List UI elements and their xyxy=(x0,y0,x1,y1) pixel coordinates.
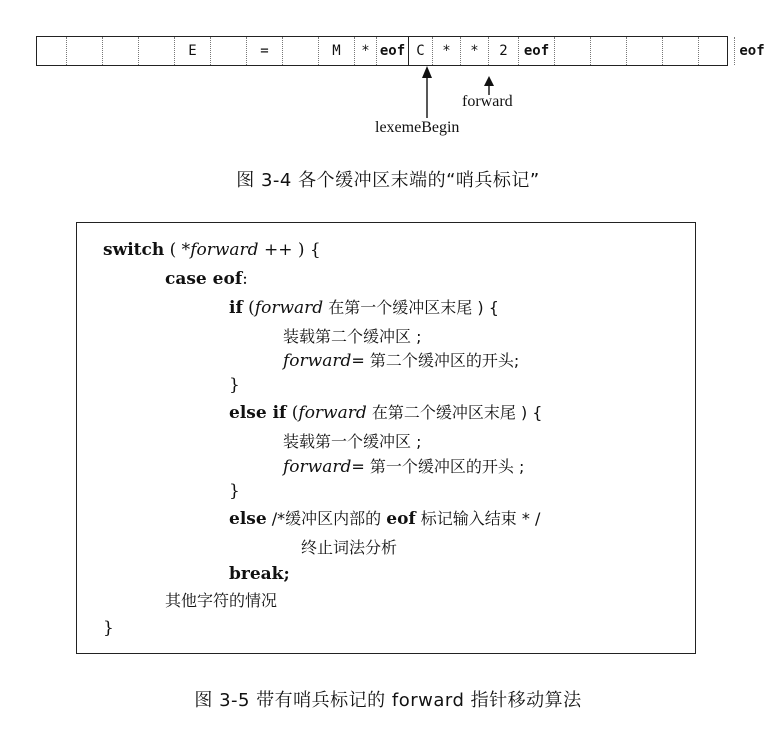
buffer-cell: E xyxy=(175,37,211,65)
code-line xyxy=(165,590,277,612)
code-line xyxy=(229,480,240,502)
code-token: case eof xyxy=(165,269,243,289)
lexeme-begin-arrow xyxy=(420,66,434,120)
figure-3-4-caption: 图 3-4 各个缓冲区末端的“哨兵标记” xyxy=(236,170,540,191)
buffer-cell: eof xyxy=(377,37,409,65)
lexeme-begin-label: lexemeBegin xyxy=(375,119,460,136)
code-line xyxy=(103,239,321,261)
buffer-cell-empty xyxy=(37,37,67,65)
code-token: ++ ) { xyxy=(258,240,321,260)
code-token: /*缓冲区内部的 xyxy=(266,509,387,528)
sentinel-code-box xyxy=(76,222,696,654)
code-token: } xyxy=(229,375,240,395)
code-token: forward xyxy=(190,240,259,260)
code-token: : xyxy=(242,269,248,289)
code-token: forward xyxy=(254,298,324,318)
code-token: else xyxy=(229,509,267,529)
buffer-cell-empty xyxy=(67,37,103,65)
code-token: 在第一个缓冲区末尾 ) { xyxy=(323,298,499,317)
buffer-cell-empty xyxy=(555,37,591,65)
forward-label: forward xyxy=(462,93,513,110)
buffer-cell: * xyxy=(355,37,377,65)
code-token: } xyxy=(103,618,114,638)
code-token: eof xyxy=(386,509,416,529)
buffer-cell: * xyxy=(461,37,489,65)
code-line xyxy=(229,297,499,319)
code-token: 标记输入结束 * / xyxy=(415,509,541,528)
code-token: ( * xyxy=(164,240,191,260)
code-line xyxy=(283,326,421,348)
code-token: forward xyxy=(298,403,367,423)
buffer-cell: M xyxy=(319,37,355,65)
code-line xyxy=(229,508,540,530)
buffer-cell: C xyxy=(409,37,433,65)
code-line xyxy=(283,350,519,372)
buffer-cell-empty xyxy=(699,37,735,65)
code-line xyxy=(229,563,290,585)
buffer-cell-empty xyxy=(591,37,627,65)
code-line xyxy=(103,617,114,639)
code-token: else if xyxy=(229,403,287,423)
code-token: 在第二个缓冲区末尾 ) { xyxy=(366,403,543,422)
code-line xyxy=(301,537,397,559)
code-token: forward xyxy=(283,457,352,477)
buffer-cell-empty xyxy=(663,37,699,65)
code-token: if xyxy=(229,298,243,318)
buffer-cell: eof xyxy=(739,43,765,59)
buffer-cell: eof xyxy=(519,37,555,65)
code-token: 其他字符的情况 xyxy=(165,591,278,610)
buffer-cell-empty xyxy=(211,37,247,65)
buffer-cell-empty xyxy=(139,37,175,65)
buffer-cell-empty xyxy=(103,37,139,65)
code-token: 装载第一个缓冲区 ; xyxy=(283,432,422,451)
buffer-cell-empty xyxy=(627,37,663,65)
code-token: break; xyxy=(229,564,290,584)
code-line xyxy=(283,456,524,478)
figure-3-5-caption: 图 3-5 带有哨兵标记的 forward 指针移动算法 xyxy=(194,690,582,711)
buffer-cell-empty xyxy=(283,37,319,65)
code-token: } xyxy=(229,481,240,501)
code-token: forward xyxy=(283,351,352,371)
code-token: ( xyxy=(242,298,255,318)
buffer-cell: = xyxy=(247,37,283,65)
code-token: = 第二个缓冲区的开头; xyxy=(351,351,520,370)
buffer-cell: 2 xyxy=(489,37,519,65)
code-token: 装载第二个缓冲区 ; xyxy=(283,327,422,346)
code-token: = 第一个缓冲区的开头 ; xyxy=(351,457,525,476)
code-line xyxy=(229,402,542,424)
code-line xyxy=(165,268,248,290)
input-buffer-strip xyxy=(36,36,765,66)
code-token: switch xyxy=(103,240,165,260)
code-line xyxy=(229,374,240,396)
code-token: 终止词法分析 xyxy=(301,538,398,557)
buffer-cell: * xyxy=(433,37,461,65)
code-line xyxy=(283,431,421,453)
code-token: ( xyxy=(286,403,299,423)
